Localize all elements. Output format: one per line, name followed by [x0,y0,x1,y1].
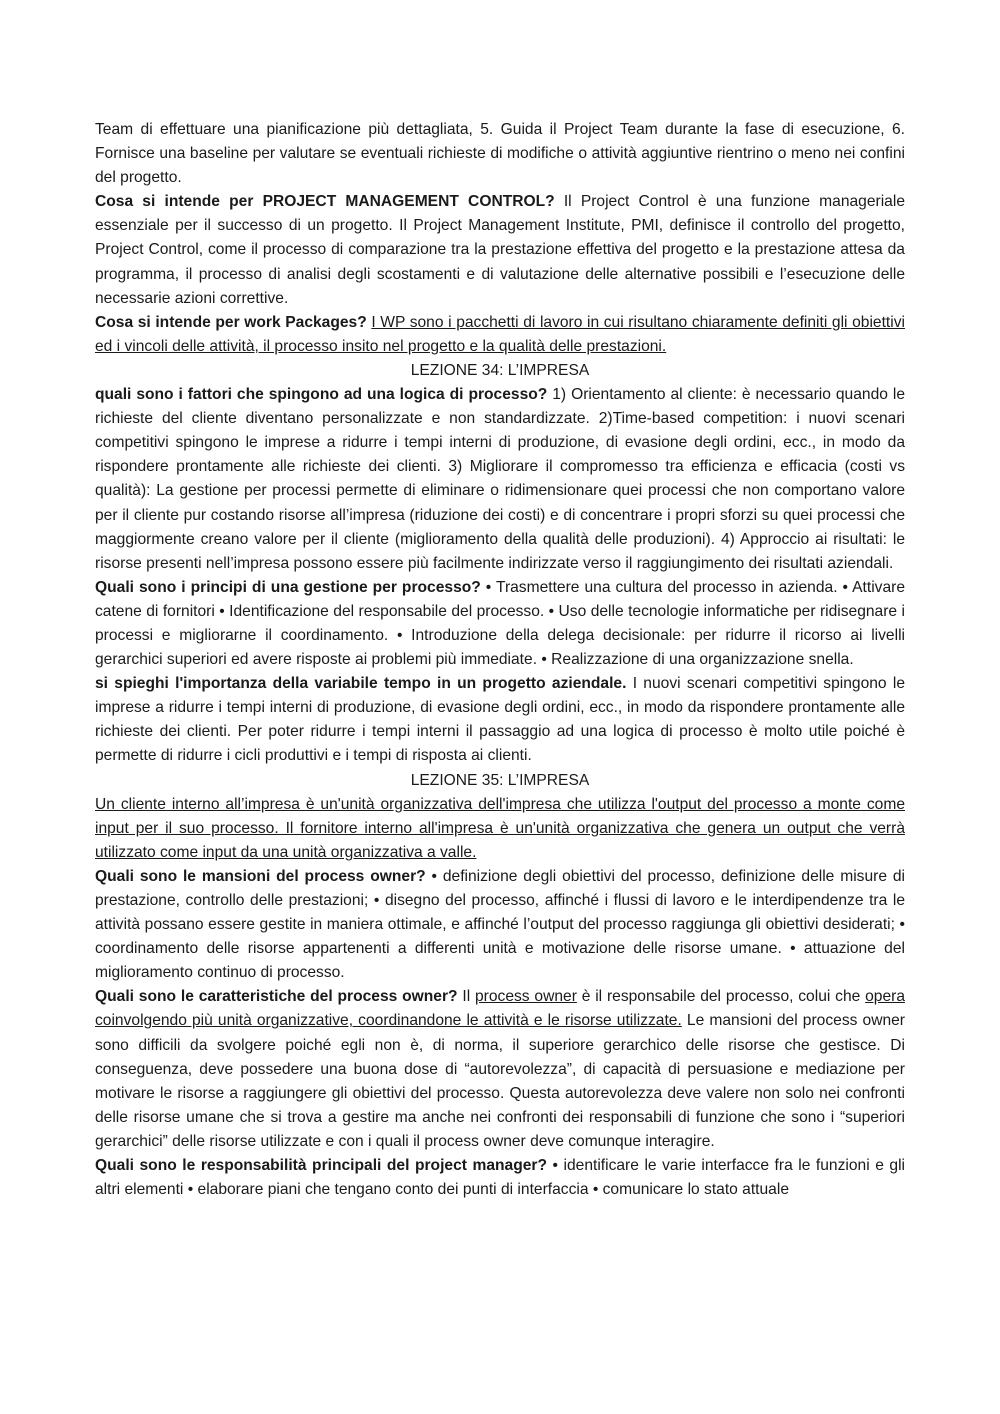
body-text: I nuovi scenari competitivi spingono le imprese a ridurre i tempi interni di produzione, di evasione degli ordini, ecc., in modo da rispondere prontamente alle richieste dei clienti. Per poter ridurre i tempi interni il passaggio ad una logica di processo è molto utile poiché è permette di ridurre i cicli produttivi e i tempi di risposta ai clienti. [95,675,906,765]
paragraph-mansioni [95,865,905,985]
section-heading-lezione-34 [95,359,905,383]
section-heading-lezione-35 [95,769,905,793]
body-text: Team di effettuare una pianificazione più dettagliata, 5. Guida il Project Team durante la fase di esecuzione, 6. Fornisce una baseline per valutare se eventuali richieste di modifiche o attività aggiuntive rientrino o meno nei confini del progetto. [95,121,905,187]
body-text: Il Project Control è una funzione manageriale essenziale per il successo di un progetto. Il Project Management Institute, PMI, definisce il controllo del progetto, Project Control, come il processo di comparazione tra la prestazione effettiva del progetto e la prestazione attesa da programma, il processo di analisi degli scostamenti e di valutazione delle alternative possibili e l’esecuzione delle necessarie azioni correttive. [95,193,905,307]
body-text: Il [457,988,475,1006]
body-text: 1) Orientamento al cliente: è necessario quando le richieste del cliente diventano personalizzate e non standardizzate. 2)Time-based competition: i nuovi scenari competitivi spingono le imprese a ridurre i tempi interni di produzione, di evasione degli ordini, ecc., in modo da rispondere prontamente alle richieste dei clienti. 3) Migliorare il compromesso tra efficienza e efficacia (costi vs qualità): La gestione per processi permette di eliminare o ridimensionare quei processi che non comportano valore per il cliente pur costando risorse all’impresa (riduzione dei costi) e di concentrare i propri sforzi su quei processi che maggiormente creano valore per il cliente (miglioramento della qualità delle produzioni). 4) Approccio ai risultati: le risorse presenti nell’impresa possono essere più facilmente indirizzate verso il raggiungimento dei risultati aziendali. [95,386,905,572]
paragraph-intro [95,118,905,190]
question-text: Quali sono le mansioni del process owner? [95,867,426,885]
question-text: Quali sono i principi di una gestione per processo? [95,578,481,596]
body-text: è il responsabile del processo, colui che [576,988,866,1006]
question-text: Cosa si intende per work Packages? [95,313,367,331]
underlined-text: Un cliente interno all’impresa è un'unità organizzativa dell'impresa che utilizza l'output del processo a monte come input per il suo processo. Il fornitore interno all'impresa è un'unità organizzativa che genera un output che verrà utilizzato come input da una unità organizzativa a valle. [95,795,905,861]
body-text: • identificare le varie interfacce fra le funzioni e gli altri elementi • elaborare piani che tengano conto dei punti di interfaccia • comunicare lo stato attuale [95,1157,905,1199]
paragraph-fattori [95,383,905,576]
body-text: Le mansioni del process owner sono difficili da svolgere poiché egli non è, di norma, il superiore gerarchico delle risorse che gestisce. Di conseguenza, deve possedere una buona dose di “autorevolezza”, di capacità di persuasione e mediazione per motivare le risorse a raggiungere gli obiettivi del processo. Questa autorevolezza deve valere non solo nei confronti delle risorse umane che si trova a gestire ma anche nei confronti dei responsabili di funzione che sono i “superiori gerarchici” delle risorse utilizzate e con i quali il process owner deve comunque interagire. [95,1012,905,1150]
question-text: Cosa si intende per PROJECT MANAGEMENT CONTROL? [95,193,555,211]
underlined-text: process owner [475,988,577,1006]
body-text: • definizione degli obiettivi del processo, definizione delle misure di prestazione, controllo delle prestazioni; • disegno del processo, affinché i flussi di lavoro e le interdipendenze tra le attività possano essere gestite in maniera ottimale, e affinché l’output del processo raggiunga gli obiettivi desiderati; • coordinamento delle risorse appartenenti a differenti unità e motivazione delle risorse umane. • attuazione del miglioramento continuo di processo. [95,867,905,982]
paragraph-cliente-interno [95,793,905,865]
paragraph-tempo [95,672,905,768]
body-text: • Trasmettere una cultura del processo in azienda. • Attivare catene di fornitori • Identificazione del responsabile del processo. • Uso delle tecnologie informatiche per ridisegnare i processi e migliorarne il coordinamento. • Introduzione della delega decisionale: per ridurre il ricorso ai livelli gerarchici superiori ed avere risposte ai problemi più immediate. • Realizzazione di una organizzazione snella. [95,578,906,669]
document-body [95,118,905,1202]
question-text: Quali sono le caratteristiche del process owner? [95,988,458,1006]
body-text: LEZIONE 34: L’IMPRESA [410,361,590,379]
question-text: si spieghi l'importanza della variabile tempo in un progetto aziendale. [95,675,627,693]
paragraph-work-packages [95,311,905,359]
paragraph-caratteristiche [95,985,905,1154]
paragraph-principi [95,576,905,672]
question-text: quali sono i fattori che spingono ad una logica di processo? [95,386,548,404]
paragraph-responsabilita [95,1154,905,1202]
question-text: Quali sono le responsabilità principali del project manager? [95,1157,547,1175]
underlined-text: I WP sono i pacchetti di lavoro in cui risultano chiaramente definiti gli obiettivi ed i vincoli delle attività, il processo insito nel progetto e la qualità delle prestazioni. [95,313,905,355]
paragraph-pm-control [95,190,905,310]
underlined-text: opera coinvolgendo più unità organizzative, coordinandone le attività e le risorse utilizzate. [95,988,906,1030]
body-text: LEZIONE 35: L’IMPRESA [410,771,590,789]
